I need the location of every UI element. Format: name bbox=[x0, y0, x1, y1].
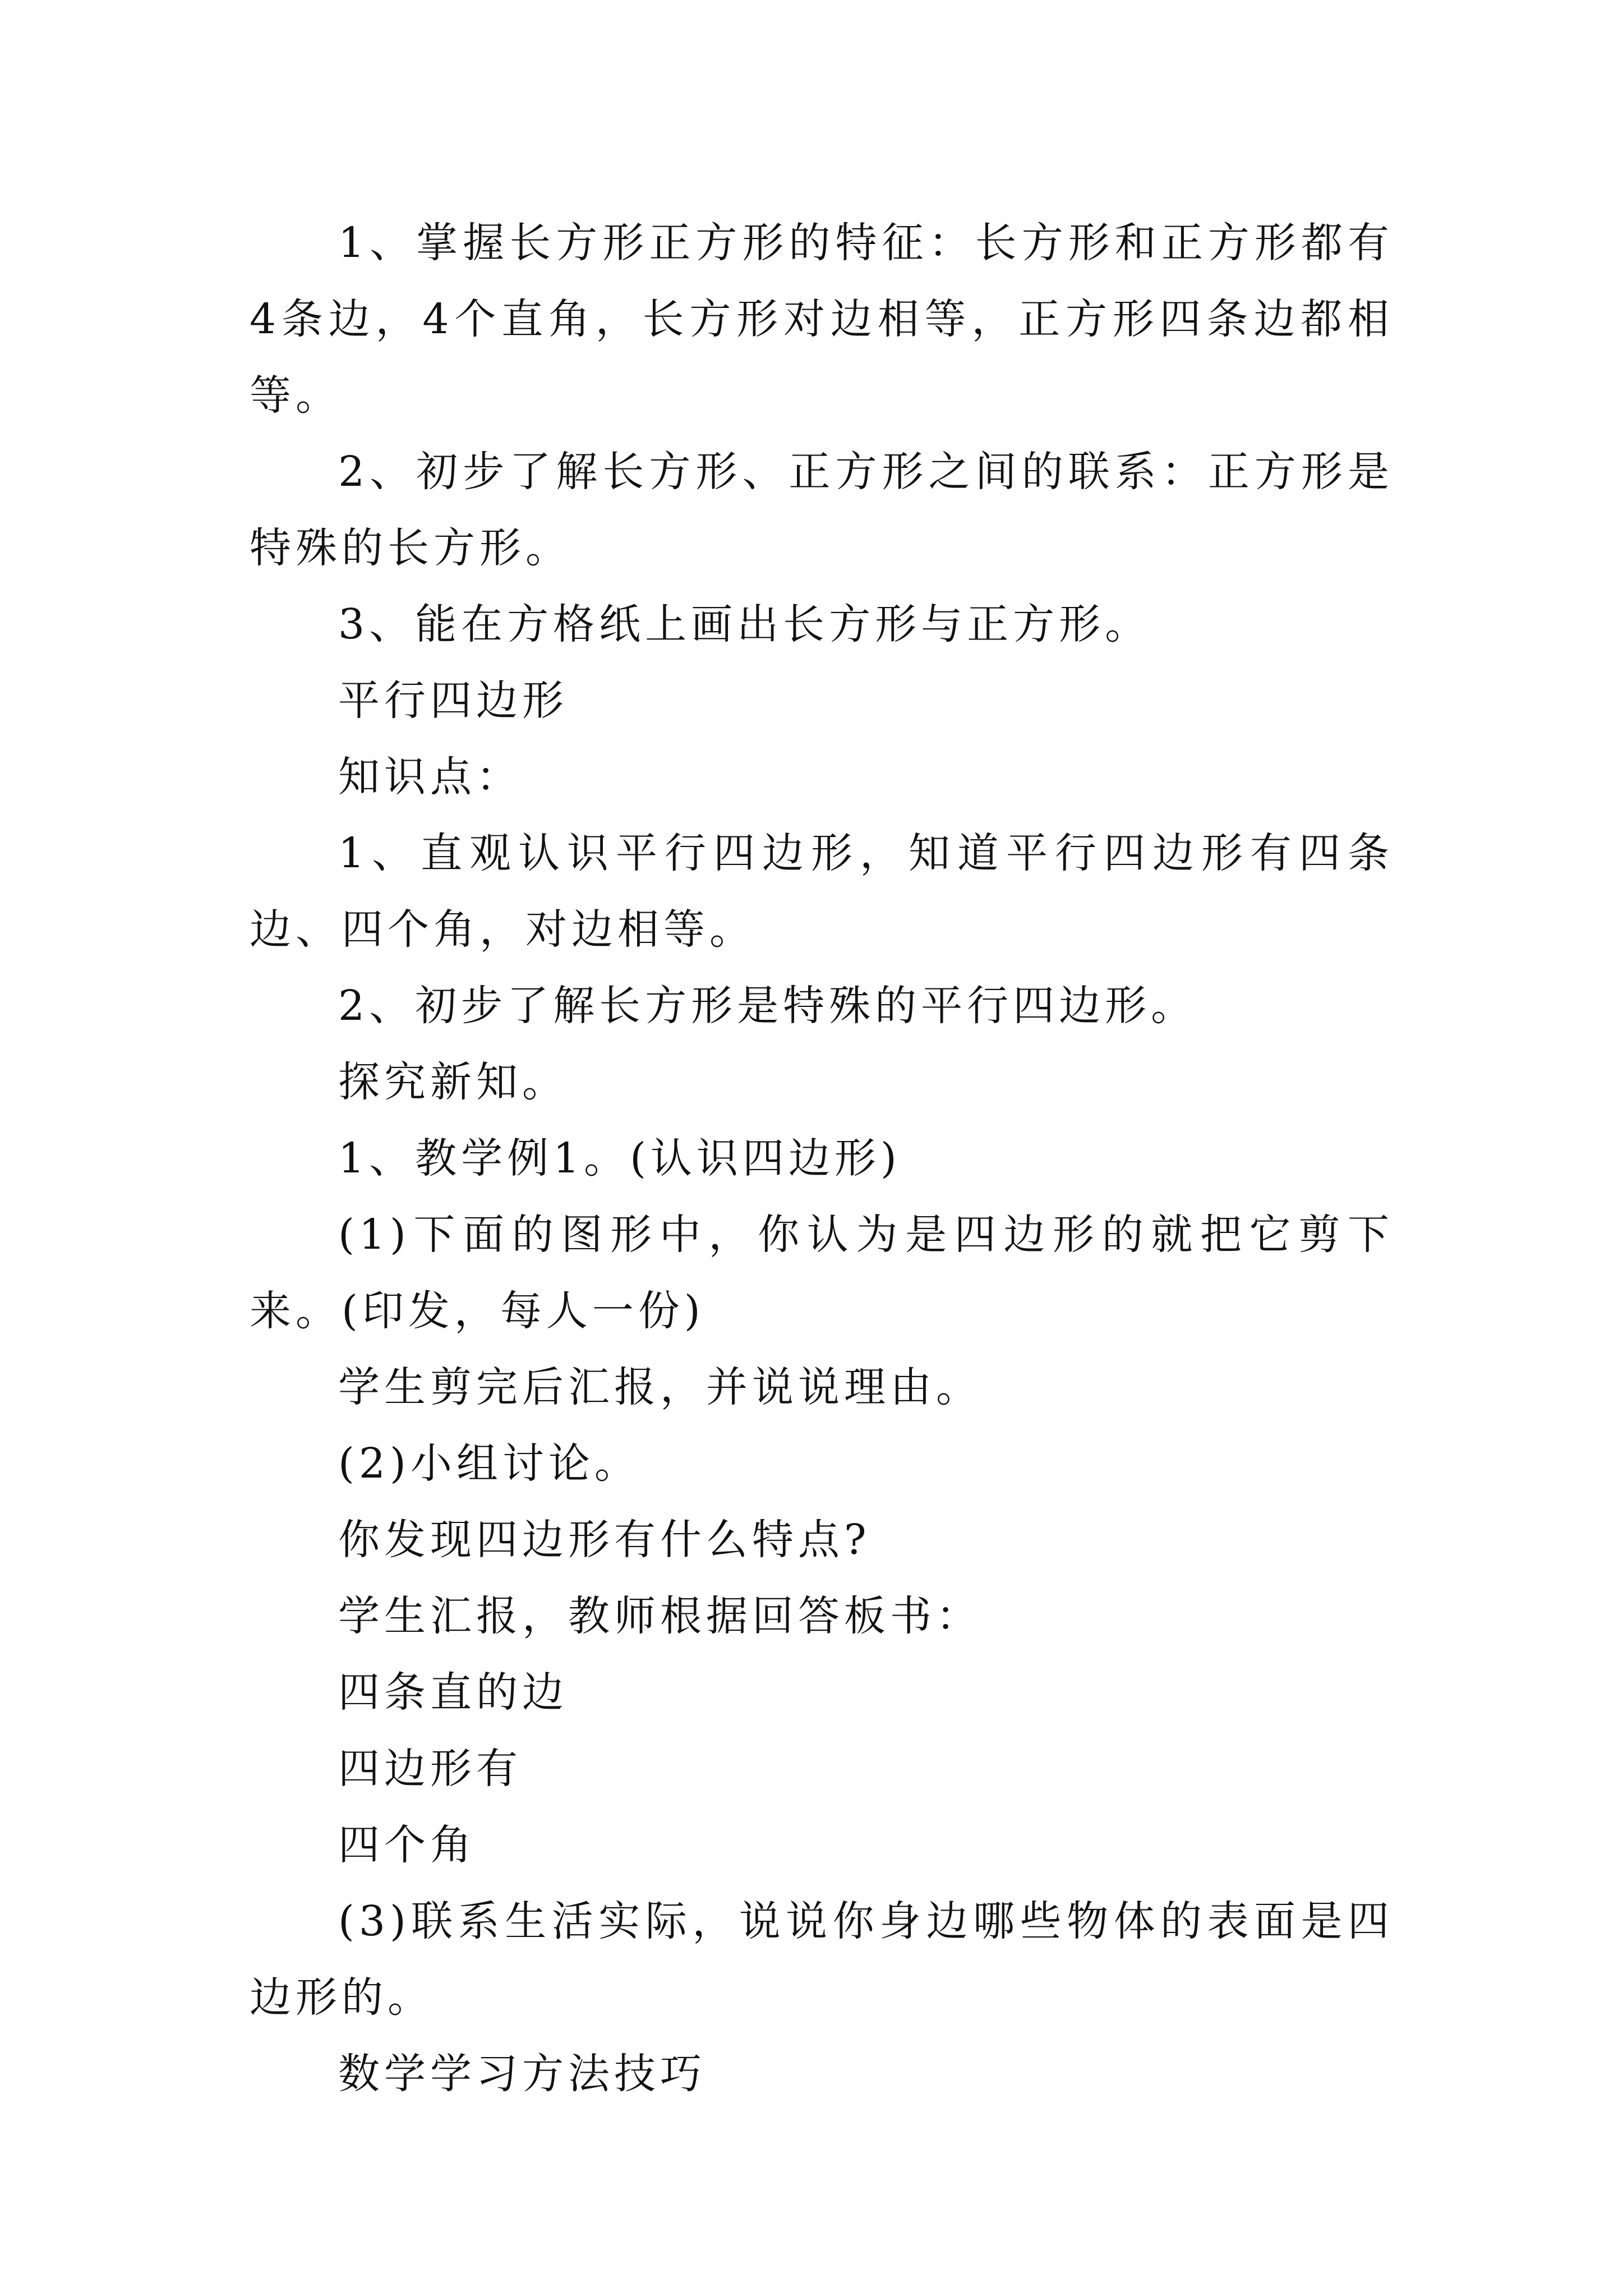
paragraph: 1、直观认识平行四边形，知道平行四边形有四条边、四个角，对边相等。 bbox=[250, 829, 1394, 954]
paragraph: 2、初步了解长方形是特殊的平行四边形。 bbox=[338, 982, 1197, 1030]
paragraph: 探究新知。 bbox=[338, 1058, 568, 1106]
paragraph: (2)小组讨论。 bbox=[338, 1439, 640, 1488]
paragraph: 3、能在方格纸上画出长方形与正方形。 bbox=[338, 600, 1151, 648]
paragraph: 你发现四边形有什么特点? bbox=[338, 1516, 871, 1564]
paragraph: 学生剪完后汇报，并说说理由。 bbox=[338, 1363, 982, 1411]
paragraph: 1、教学例1。(认识四边形) bbox=[338, 1134, 901, 1182]
paragraph: 知识点： bbox=[338, 753, 522, 801]
section-heading: 数学学习方法技巧 bbox=[338, 2050, 706, 2098]
paragraph: (1)下面的图形中，你认为是四边形的就把它剪下来。(印发，每人一份) bbox=[250, 1211, 1394, 1335]
paragraph: (3)联系生活实际，说说你身边哪些物体的表面是四边形的。 bbox=[250, 1897, 1394, 2022]
paragraph: 1、掌握长方形正方形的特征：长方形和正方形都有4条边，4个直角，长方形对边相等，正方形四条边都相等。 bbox=[250, 219, 1394, 420]
document-body bbox=[250, 205, 1394, 2112]
paragraph: 四条直的边 bbox=[338, 1668, 568, 1717]
section-heading: 平行四边形 bbox=[338, 677, 568, 725]
paragraph: 学生汇报，教师根据回答板书： bbox=[338, 1592, 982, 1640]
paragraph: 四边形有 bbox=[338, 1745, 522, 1793]
paragraph: 四个角 bbox=[338, 1821, 476, 1869]
paragraph: 2、初步了解长方形、正方形之间的联系：正方形是特殊的长方形。 bbox=[250, 448, 1394, 572]
